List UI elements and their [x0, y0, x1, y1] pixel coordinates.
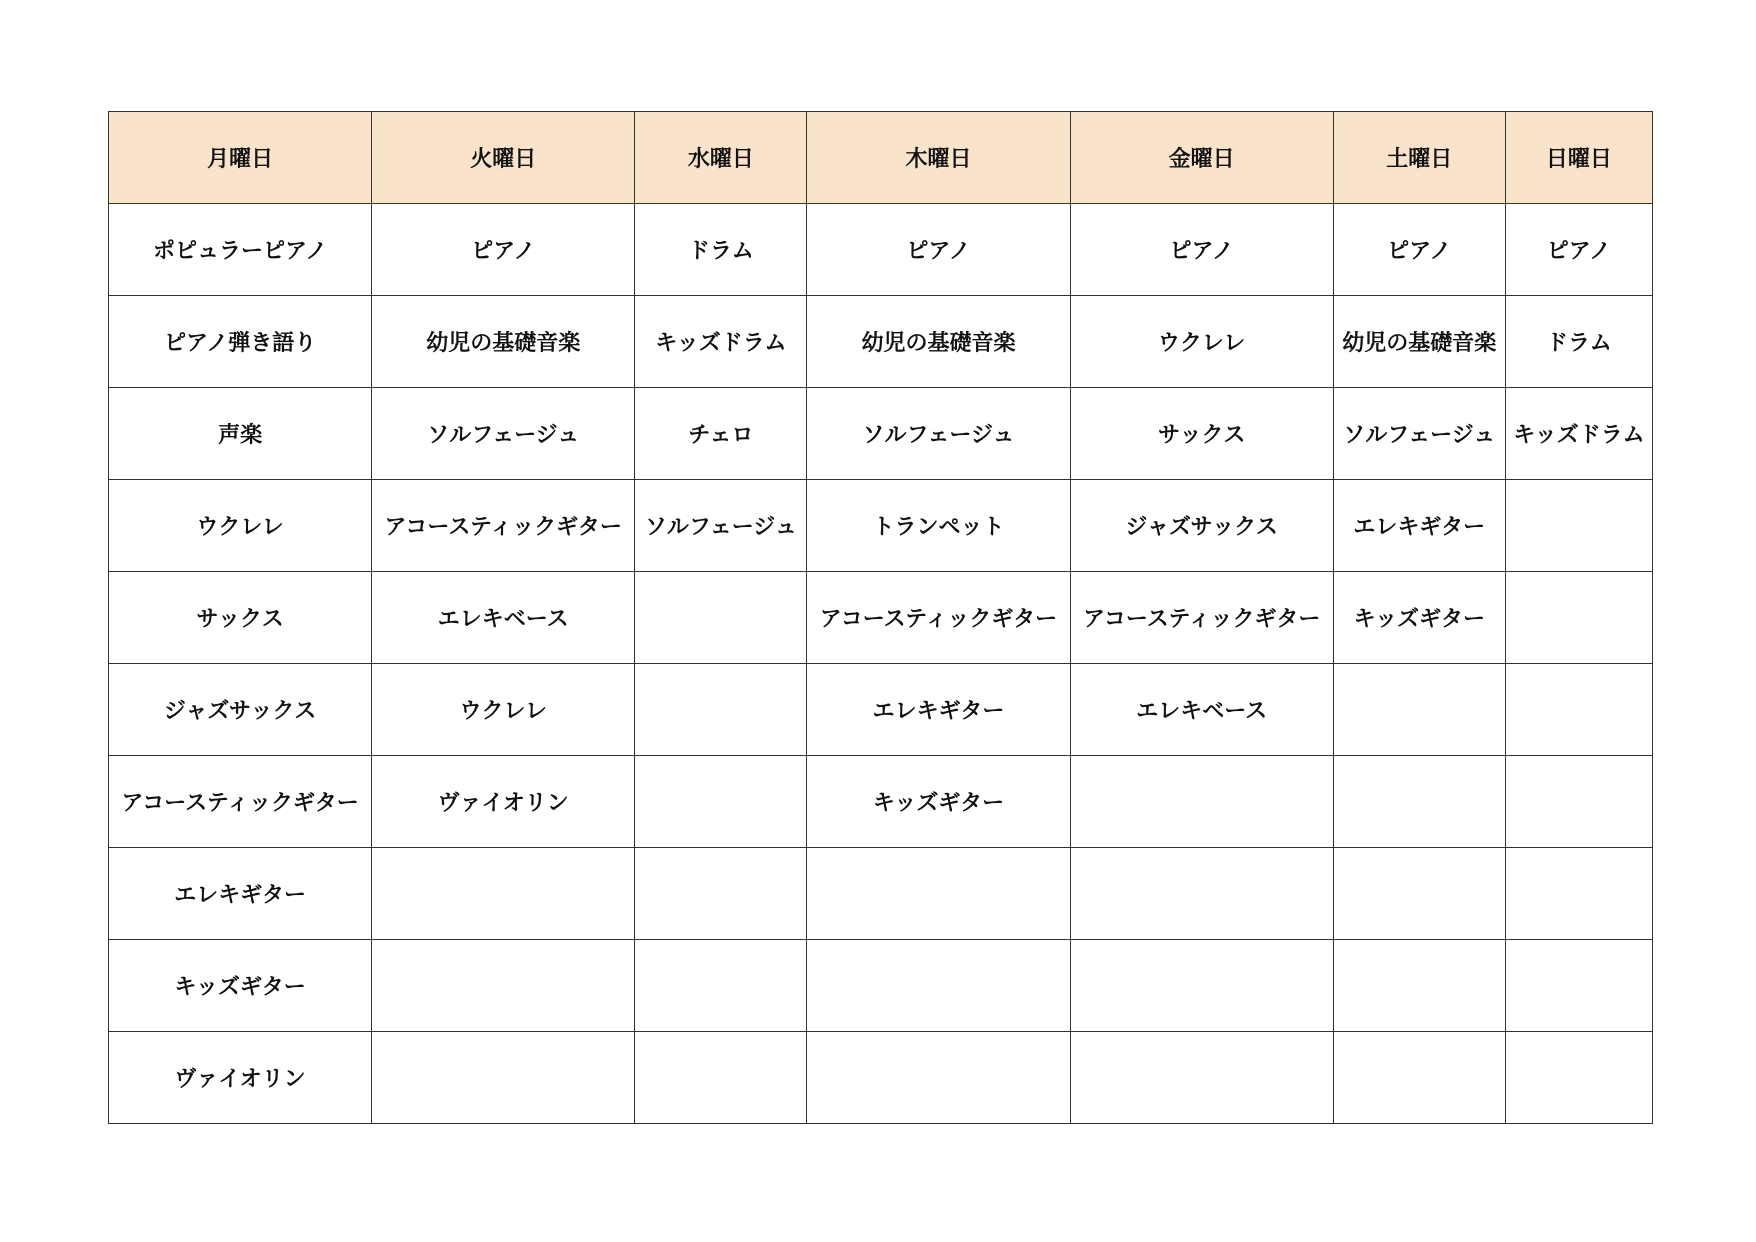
header-saturday: 土曜日	[1333, 112, 1505, 204]
lesson-cell: キッズドラム	[1505, 388, 1652, 480]
lesson-cell: ピアノ	[372, 204, 635, 296]
lesson-cell: ピアノ	[1505, 204, 1652, 296]
header-thursday: 木曜日	[807, 112, 1070, 204]
table-row	[109, 388, 1653, 480]
lesson-cell: ドラム	[635, 204, 807, 296]
lesson-cell	[807, 848, 1070, 940]
lesson-cell: キッズギター	[807, 756, 1070, 848]
lesson-cell: ポピュラーピアノ	[109, 204, 372, 296]
lesson-cell: ヴァイオリン	[372, 756, 635, 848]
lesson-cell: ウクレレ	[372, 664, 635, 756]
lesson-cell	[1505, 480, 1652, 572]
lesson-cell: キッズドラム	[635, 296, 807, 388]
lesson-cell	[1505, 848, 1652, 940]
lesson-cell	[1333, 756, 1505, 848]
table-row	[109, 848, 1653, 940]
lesson-cell: ウクレレ	[109, 480, 372, 572]
lesson-cell: 声楽	[109, 388, 372, 480]
lesson-cell	[1505, 940, 1652, 1032]
lesson-cell: キッズギター	[109, 940, 372, 1032]
table-row	[109, 204, 1653, 296]
table-row	[109, 296, 1653, 388]
header-sunday: 日曜日	[1505, 112, 1652, 204]
lesson-cell: ピアノ	[807, 204, 1070, 296]
lesson-cell	[807, 1032, 1070, 1124]
table-row	[109, 756, 1653, 848]
lesson-cell: ソルフェージュ	[635, 480, 807, 572]
lesson-cell: サックス	[109, 572, 372, 664]
lesson-cell: サックス	[1070, 388, 1333, 480]
header-wednesday: 水曜日	[635, 112, 807, 204]
lesson-cell: 幼児の基礎音楽	[372, 296, 635, 388]
lesson-cell	[1505, 572, 1652, 664]
lesson-cell	[372, 848, 635, 940]
lesson-cell	[1070, 848, 1333, 940]
lesson-cell: アコースティックギター	[1070, 572, 1333, 664]
lesson-cell: ジャズサックス	[1070, 480, 1333, 572]
lesson-cell	[635, 756, 807, 848]
lesson-cell: 幼児の基礎音楽	[807, 296, 1070, 388]
lesson-cell: 幼児の基礎音楽	[1333, 296, 1505, 388]
lesson-cell: エレキギター	[807, 664, 1070, 756]
lesson-cell: アコースティックギター	[807, 572, 1070, 664]
lesson-cell	[1333, 940, 1505, 1032]
lesson-cell	[635, 848, 807, 940]
weekly-lesson-schedule	[108, 111, 1653, 1124]
lesson-cell	[635, 664, 807, 756]
lesson-cell	[1070, 756, 1333, 848]
lesson-cell: ピアノ	[1070, 204, 1333, 296]
lesson-cell: ウクレレ	[1070, 296, 1333, 388]
lesson-cell: ヴァイオリン	[109, 1032, 372, 1124]
lesson-cell	[1505, 1032, 1652, 1124]
lesson-cell: ジャズサックス	[109, 664, 372, 756]
day-header-row	[109, 112, 1653, 204]
lesson-cell	[635, 572, 807, 664]
lesson-cell: ドラム	[1505, 296, 1652, 388]
lesson-cell	[807, 940, 1070, 1032]
lesson-cell: エレキギター	[109, 848, 372, 940]
lesson-cell: アコースティックギター	[372, 480, 635, 572]
table-row	[109, 480, 1653, 572]
lesson-cell	[635, 1032, 807, 1124]
lesson-cell: キッズギター	[1333, 572, 1505, 664]
lesson-cell: ピアノ弾き語り	[109, 296, 372, 388]
lesson-cell	[1333, 848, 1505, 940]
lesson-cell: ソルフェージュ	[1333, 388, 1505, 480]
header-monday: 月曜日	[109, 112, 372, 204]
lesson-cell	[372, 940, 635, 1032]
lesson-cell	[1505, 664, 1652, 756]
lesson-cell: ソルフェージュ	[372, 388, 635, 480]
lesson-cell: ピアノ	[1333, 204, 1505, 296]
lesson-cell: エレキベース	[1070, 664, 1333, 756]
table-row	[109, 940, 1653, 1032]
lesson-cell: チェロ	[635, 388, 807, 480]
lesson-cell	[1333, 664, 1505, 756]
lesson-cell	[635, 940, 807, 1032]
lesson-cell: アコースティックギター	[109, 756, 372, 848]
lesson-cell: エレキギター	[1333, 480, 1505, 572]
lesson-cell: エレキベース	[372, 572, 635, 664]
lesson-cell	[1505, 756, 1652, 848]
lesson-cell: トランペット	[807, 480, 1070, 572]
lesson-cell	[1070, 940, 1333, 1032]
table-row	[109, 1032, 1653, 1124]
table-row	[109, 572, 1653, 664]
lesson-cell: ソルフェージュ	[807, 388, 1070, 480]
header-friday: 金曜日	[1070, 112, 1333, 204]
lesson-cell	[1070, 1032, 1333, 1124]
table-row	[109, 664, 1653, 756]
lesson-cell	[372, 1032, 635, 1124]
lesson-cell	[1333, 1032, 1505, 1124]
header-tuesday: 火曜日	[372, 112, 635, 204]
